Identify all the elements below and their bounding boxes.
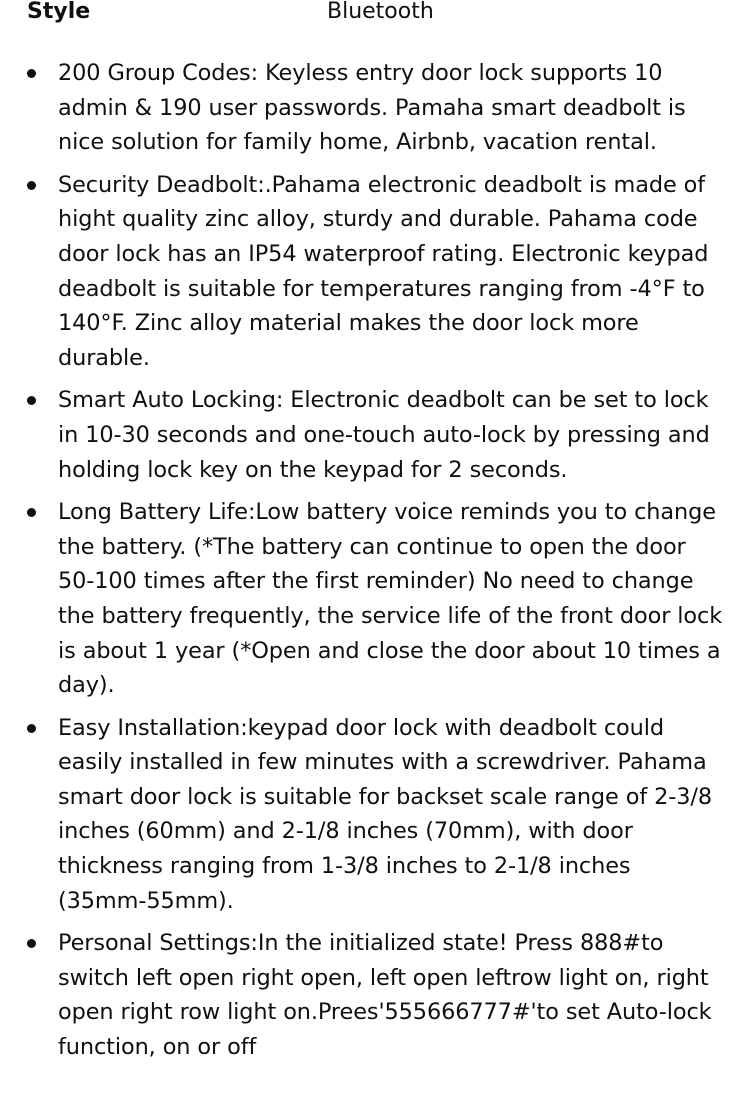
feature-bullet-text: Easy Installation:keypad door lock with deadbolt could easily installed in few minutes with a screwdriver. Pahama smart door lock is suitable for backset scale range of 2-3/8 inches (60mm) and 2-1/8 inches (70mm), with door thickness ranging from 1-3/8 inches to 2-1/8 inches (35mm-55mm). <box>58 714 712 914</box>
feature-bullet-text: Long Battery Life:Low battery voice reminds you to change the battery. (*The battery can continue to open the door 50-100 times after the first reminder) No need to change the battery frequently, the service life of the front door lock is about 1 year (*Open and close the door about 10 times a day). <box>58 499 723 699</box>
feature-bullet-text: Smart Auto Locking: Electronic deadbolt can be set to lock in 10-30 seconds and one-touch auto-lock by pressing and holding lock key on the keypad for 2 seconds. <box>58 387 710 483</box>
feature-bullet-auto-locking <box>0 383 740 487</box>
bullet-dot-icon <box>27 396 36 405</box>
feature-bullet-text: Security Deadbolt:.Pahama electronic deadbolt is made of hight quality zinc alloy, sturdy and durable. Pahama code door lock has an IP54 waterproof rating. Electronic keypad deadbolt is suitable for temperatures ranging from -4°F to 140°F. Zinc alloy material makes the door lock more durable. <box>58 171 709 371</box>
bullet-dot-icon <box>27 508 36 517</box>
feature-bullet-battery-life <box>0 495 740 703</box>
bullet-dot-icon <box>27 69 36 78</box>
feature-bullet-security-deadbolt <box>0 168 740 376</box>
feature-bullet-personal-settings <box>0 926 740 1064</box>
spec-value: Bluetooth <box>327 0 434 24</box>
bullet-dot-icon <box>27 181 36 190</box>
spec-row-style <box>27 0 727 30</box>
bullet-dot-icon <box>27 724 36 733</box>
feature-bullet-group-codes <box>0 56 740 160</box>
feature-bullet-installation <box>0 711 740 919</box>
feature-bullet-text: Personal Settings:In the initialized state! Press 888#to switch left open right open, left open leftrow light on, right open right row light on.Prees'555666777#'to set Auto-lock function, on or off <box>58 930 712 1061</box>
feature-bullet-list <box>0 56 740 1073</box>
spec-label: Style <box>27 0 91 24</box>
bullet-dot-icon <box>27 939 36 948</box>
feature-bullet-text: 200 Group Codes: Keyless entry door lock supports 10 admin & 190 user passwords. Pamaha smart deadbolt is nice solution for family home, Airbnb, vacation rental. <box>58 60 686 156</box>
